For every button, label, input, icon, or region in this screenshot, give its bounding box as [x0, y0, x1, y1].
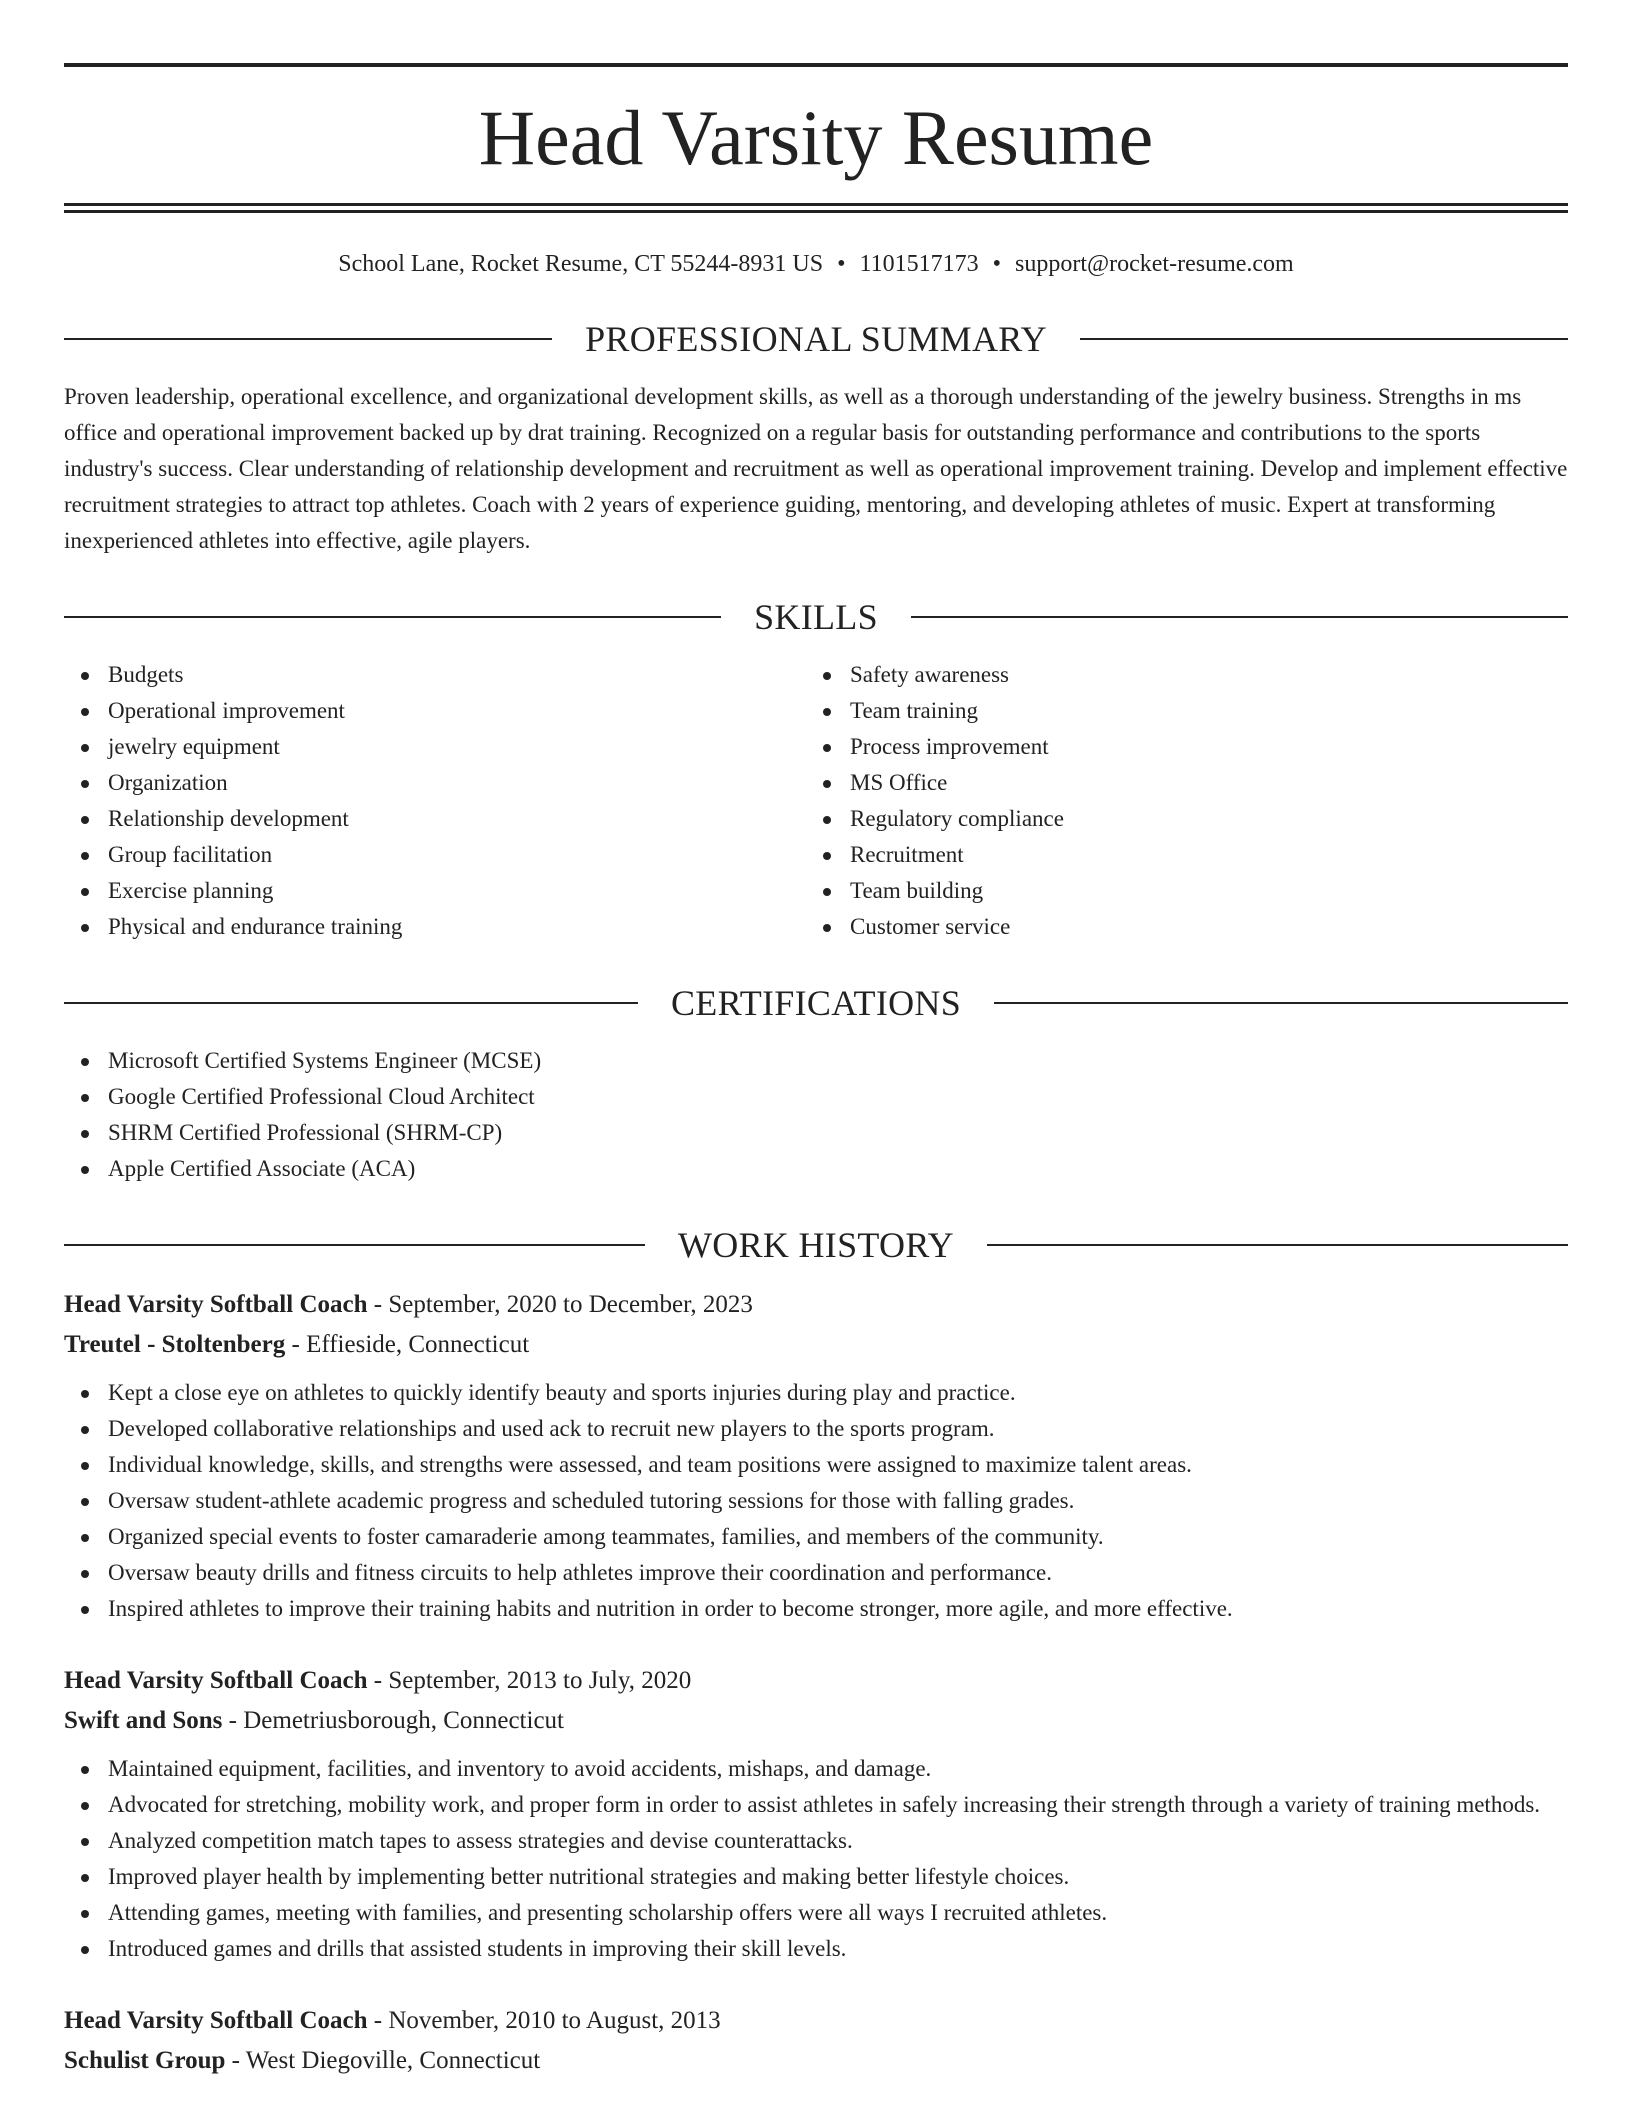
divider-line: [64, 616, 721, 618]
skill-item: Process improvement: [806, 729, 1548, 765]
job-location: - Effieside, Connecticut: [285, 1331, 530, 1358]
divider-line: [64, 338, 552, 340]
job-company-line: [64, 1325, 1568, 1365]
job-company: Swift and Sons: [64, 1707, 223, 1734]
certification-item: Google Certified Professional Cloud Architect: [64, 1079, 1568, 1115]
job-dates: - September, 2020 to December, 2023: [367, 1291, 753, 1318]
job-bullet: Maintained equipment, facilities, and inventory to avoid accidents, mishaps, and damage.: [64, 1751, 1568, 1787]
certification-item: SHRM Certified Professional (SHRM-CP): [64, 1115, 1568, 1151]
resume-page: [64, 63, 1568, 2081]
skill-item: Recruitment: [806, 837, 1548, 873]
divider-line: [994, 1002, 1568, 1004]
skill-item: Team training: [806, 693, 1548, 729]
job-title: Head Varsity Softball Coach: [64, 2007, 368, 2034]
skill-item: Operational improvement: [64, 693, 806, 729]
section-title: PROFESSIONAL SUMMARY: [585, 319, 1047, 359]
title-double-rule: [64, 203, 1568, 213]
skill-item: Exercise planning: [64, 873, 806, 909]
skill-item: Organization: [64, 765, 806, 801]
contact-email: support@rocket-resume.com: [1015, 251, 1294, 277]
job-bullet: Oversaw student-athlete academic progress and scheduled tutoring sessions for those with falling grades.: [64, 1483, 1568, 1519]
contact-address: School Lane, Rocket Resume, CT 55244-8931 US: [338, 251, 824, 277]
job-title: Head Varsity Softball Coach: [64, 1291, 368, 1318]
job-bullet: Inspired athletes to improve their training habits and nutrition in order to become stronger, more agile, and more effective.: [64, 1591, 1568, 1627]
job-bullet: Individual knowledge, skills, and strengths were assessed, and team positions were assigned to maximize talent areas.: [64, 1447, 1568, 1483]
certifications-list: [64, 1043, 1568, 1187]
job-bullet: Oversaw beauty drills and fitness circuits to help athletes improve their coordination and performance.: [64, 1555, 1568, 1591]
job-location: - West Diegoville, Connecticut: [225, 2047, 541, 2074]
job-entry: [64, 2001, 1568, 2081]
job-bullet: Analyzed competition match tapes to assess strategies and devise counterattacks.: [64, 1823, 1568, 1859]
job-title-line: [64, 2001, 1568, 2041]
section-header-work-history: [64, 1227, 1568, 1263]
contact-separator: •: [992, 251, 1002, 277]
skill-item: Budgets: [64, 657, 806, 693]
job-title-line: [64, 1661, 1568, 1701]
skills-list-right: [806, 657, 1548, 945]
section-title: SKILLS: [754, 597, 878, 637]
section-header-certifications: [64, 985, 1568, 1021]
skill-item: Team building: [806, 873, 1548, 909]
contact-phone: 1101517173: [859, 251, 979, 277]
section-header-skills: [64, 599, 1568, 635]
job-entry: [64, 1661, 1568, 1967]
job-bullet: Developed collaborative relationships and used ack to recruit new players to the sports program.: [64, 1411, 1568, 1447]
job-company-line: [64, 1701, 1568, 1741]
job-bullets: [64, 1751, 1568, 1967]
top-rule: [64, 63, 1568, 67]
skills-columns: [64, 657, 1568, 945]
divider-line: [987, 1244, 1568, 1246]
job-bullet: Kept a close eye on athletes to quickly identify beauty and sports injuries during play and practice.: [64, 1375, 1568, 1411]
summary-text: Proven leadership, operational excellence, and organizational development skills, as well as a thorough understanding of the jewelry business. Strengths in ms office and operational improvement backed up by drat training. Recognized on a regular basis for outstanding performance and contributions to the sports industry's success. Clear understanding of relationship development and recruitment as well as operational improvement training. Develop and implement effective recruitment strategies to attract top athletes. Coach with 2 years of experience guiding, mentoring, and developing athletes of music. Expert at transforming inexperienced athletes into effective, agile players.: [64, 384, 1568, 553]
certification-item: Microsoft Certified Systems Engineer (MCSE): [64, 1043, 1568, 1079]
divider-line: [64, 1002, 638, 1004]
skill-item: MS Office: [806, 765, 1548, 801]
job-title: Head Varsity Softball Coach: [64, 1667, 368, 1694]
job-bullet: Improved player health by implementing better nutritional strategies and making better lifestyle choices.: [64, 1859, 1568, 1895]
job-bullet: Introduced games and drills that assisted students in improving their skill levels.: [64, 1931, 1568, 1967]
job-dates: - November, 2010 to August, 2013: [367, 2007, 721, 2034]
contact-separator: •: [837, 251, 846, 277]
resume-title: Head Varsity Resume: [478, 94, 1154, 181]
contact-line: [64, 251, 1568, 281]
skills-list-left: [64, 657, 806, 945]
job-company: Treutel - Stoltenberg: [64, 1331, 286, 1358]
certification-item: Apple Certified Associate (ACA): [64, 1151, 1568, 1187]
skill-item: Relationship development: [64, 801, 806, 837]
skill-item: jewelry equipment: [64, 729, 806, 765]
job-bullets: [64, 1375, 1568, 1627]
section-title: CERTIFICATIONS: [670, 983, 962, 1023]
skill-item: Safety awareness: [806, 657, 1548, 693]
job-bullet: Attending games, meeting with families, and presenting scholarship offers were all ways I recruited athletes.: [64, 1895, 1568, 1931]
job-bullet: Organized special events to foster camaraderie among teammates, families, and members of the community.: [64, 1519, 1568, 1555]
job-title-line: [64, 1285, 1568, 1325]
skill-item: Group facilitation: [64, 837, 806, 873]
job-entry: [64, 1285, 1568, 1627]
job-dates: - September, 2013 to July, 2020: [367, 1667, 692, 1694]
job-bullet: Advocated for stretching, mobility work, and proper form in order to assist athletes in safely increasing their strength through a variety of training methods.: [64, 1787, 1568, 1823]
job-location: - Demetriusborough, Connecticut: [222, 1707, 564, 1734]
skill-item: Customer service: [806, 909, 1548, 945]
section-title: WORK HISTORY: [678, 1225, 954, 1265]
section-header-summary: [64, 321, 1568, 357]
skill-item: Regulatory compliance: [806, 801, 1548, 837]
job-company: Schulist Group: [64, 2047, 226, 2074]
skill-item: Physical and endurance training: [64, 909, 806, 945]
divider-line: [64, 1244, 645, 1246]
divider-line: [1080, 338, 1568, 340]
divider-line: [911, 616, 1568, 618]
job-company-line: [64, 2041, 1568, 2081]
